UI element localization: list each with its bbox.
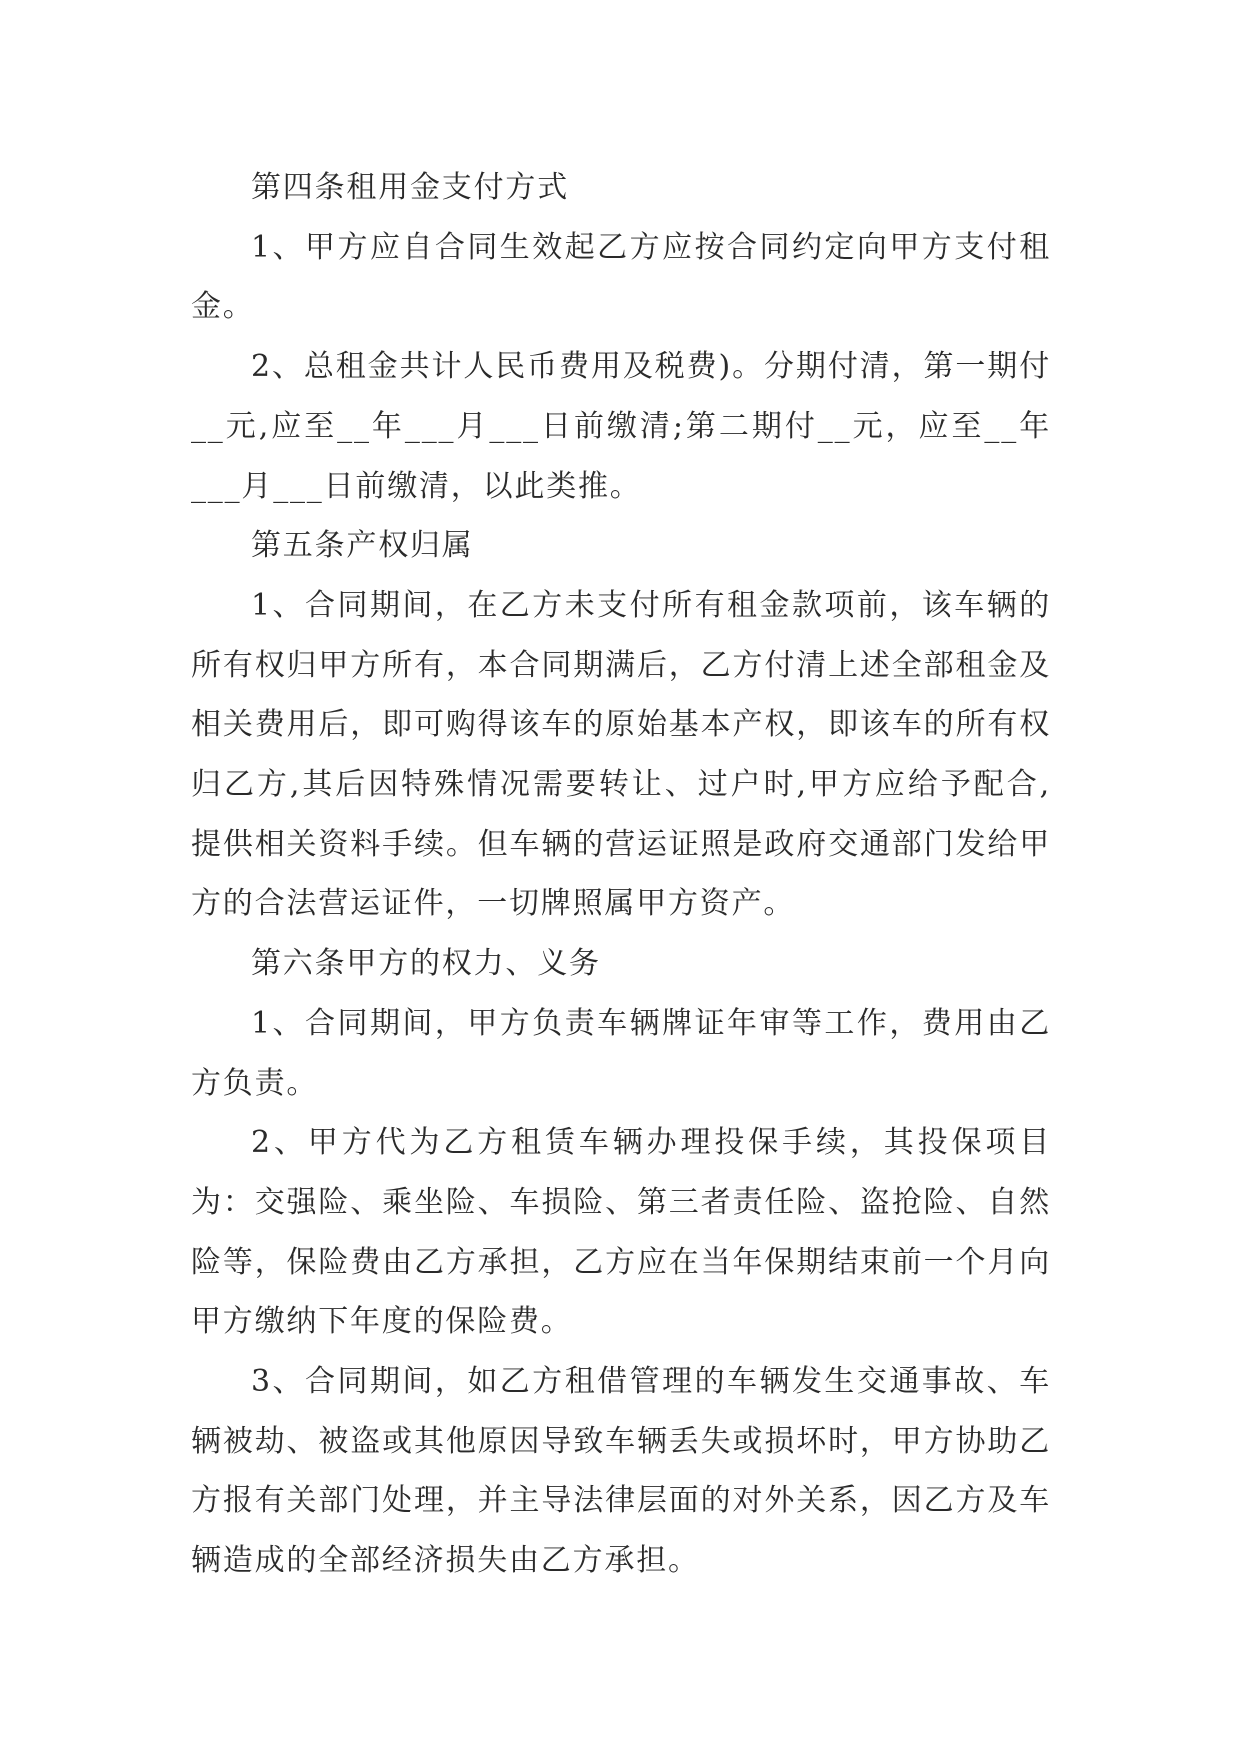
section-heading-party-a-rights: 第六条甲方的权力、义务 — [251, 946, 601, 982]
party-a-clause-1: 1、合同期间，甲方负责车辆牌证年审等工作，费用由乙方负责。 — [191, 1005, 1051, 1101]
ownership-clause-1: 1、合同期间，在乙方未支付所有租金款项前，该车辆的所有权归甲方所有，本合同期满后，乙方付清上述全部租金及相关费用后，即可购得该车的原始基本产权，即该车的所有权归乙方,其后因特殊情况需要转让、过户时,甲方应给予配合,提供相关资料手续。但车辆的营运证照是政府交通部门发给甲方的合法营运证件，一切牌照属甲方资产。 — [191, 587, 1051, 922]
document-body — [191, 158, 1051, 1591]
party-a-clause-3: 3、合同期间，如乙方租借管理的车辆发生交通事故、车辆被劫、被盗或其他原因导致车辆丢失或损坏时，甲方协助乙方报有关部门处理，并主导法律层面的对外关系，因乙方及车辆造成的全部经济损失由乙方承担。 — [191, 1364, 1051, 1579]
party-a-clause-2: 2、甲方代为乙方租赁车辆办理投保手续，其投保项目为：交强险、乘坐险、车损险、第三者责任险、盗抢险、自然险等，保险费由乙方承担，乙方应在当年保期结束前一个月向甲方缴纳下年度的保险费。 — [191, 1125, 1051, 1340]
payment-clause-1: 1、甲方应自合同生效起乙方应按合同约定向甲方支付租金。 — [191, 229, 1051, 325]
section-heading-payment: 第四条租用金支付方式 — [251, 170, 569, 205]
payment-clause-2: 2、总租金共计人民币费用及税费)。分期付清，第一期付__元,应至__年___月___日前缴清;第二期付__元，应至__年___月___日前缴清，以此类推。 — [191, 349, 1051, 504]
section-heading-ownership: 第五条产权归属 — [251, 528, 474, 564]
